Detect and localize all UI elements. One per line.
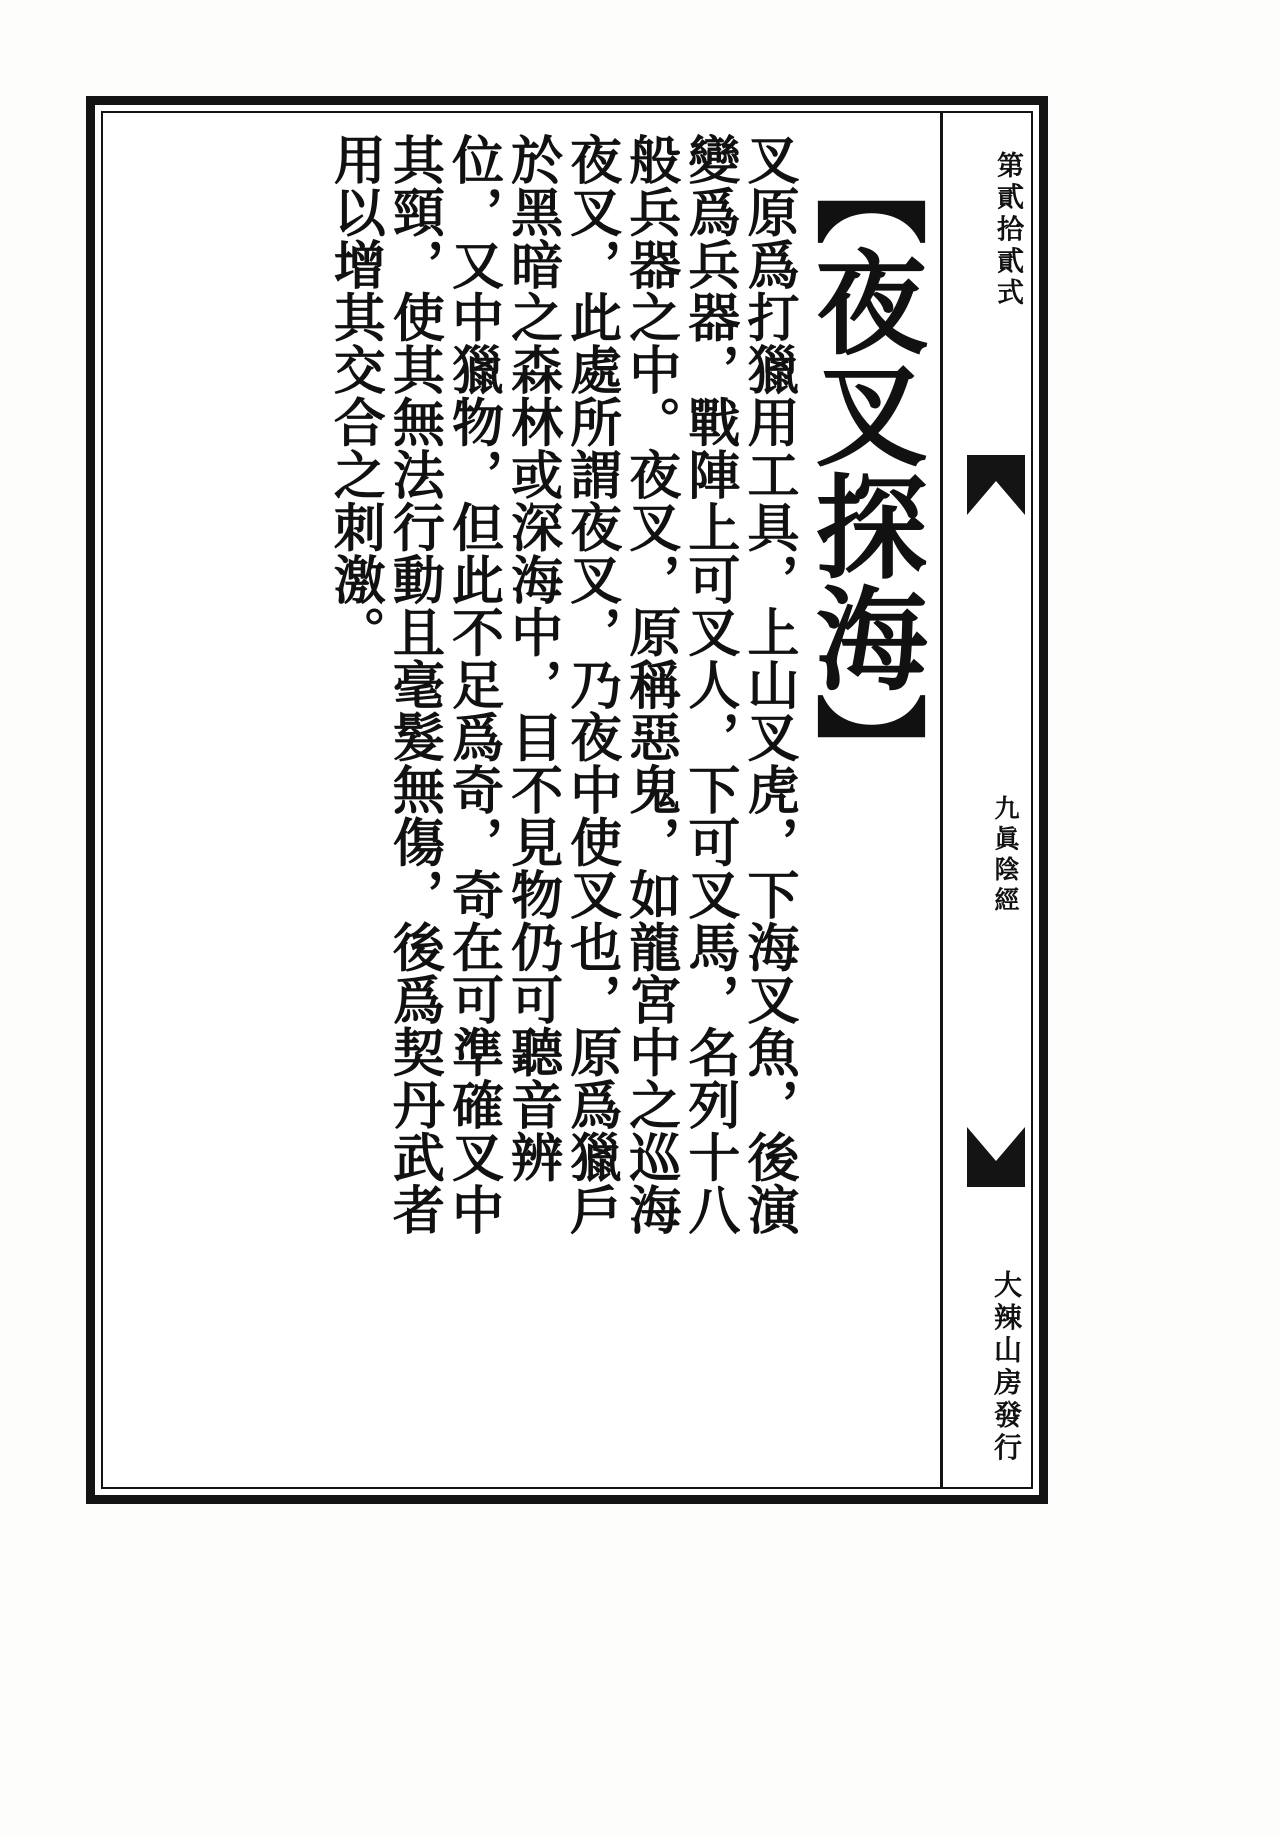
- text-column: 叉原爲打獵用工具，上山叉虎，下海叉魚，後演: [739, 133, 796, 1236]
- text-column: 般兵器之中。夜叉，原稱惡鬼，如龍宮中之巡海: [620, 133, 678, 1236]
- book-title-margin: 九眞陰經: [991, 795, 1018, 917]
- margin-column: [943, 105, 1039, 1495]
- series-label: 第貳拾貳式: [993, 151, 1023, 311]
- woodblock-page-frame: [86, 96, 1048, 1504]
- fish-tail-lower-ornament-icon: [967, 1125, 1025, 1187]
- fish-tail-ornament-icon: [967, 455, 1025, 517]
- page-title: 【夜叉探海】: [799, 133, 923, 805]
- text-column: 其頸，使其無法行動且毫髮無傷，後爲契丹武者: [384, 133, 442, 1236]
- text-column: 變爲兵器，戰陣上可叉人，下可叉馬，名列十八: [679, 133, 737, 1236]
- main-text-area: [113, 129, 929, 1471]
- text-column: 位，又中獵物，但此不足爲奇，奇在可準確叉中: [443, 133, 501, 1236]
- publisher-imprint: 大辣山房發行: [990, 1270, 1021, 1465]
- text-column: 用以增其交合之刺激。: [325, 133, 383, 659]
- text-column: 夜叉，此處所謂夜叉，乃夜中使叉也，原爲獵戶: [561, 133, 619, 1236]
- text-column: 於黑暗之森林或深海中，目不見物仍可聽音辨: [502, 133, 560, 1184]
